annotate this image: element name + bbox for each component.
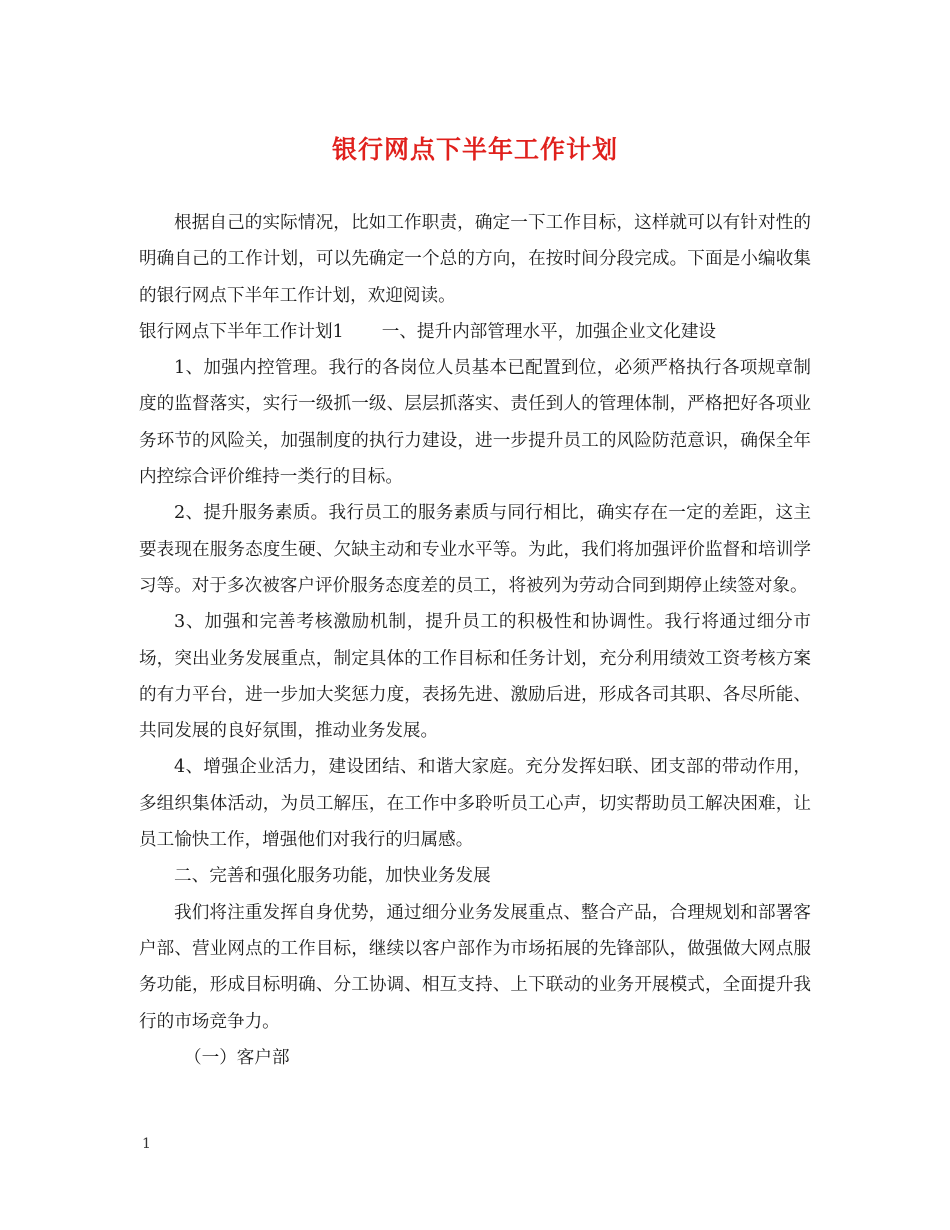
plan-label: 银行网点下半年工作计划1 bbox=[139, 321, 344, 342]
section2-heading: 二、完善和强化服务功能，加快业务发展 bbox=[174, 866, 491, 887]
document-body bbox=[139, 205, 811, 1076]
plan-heading-line bbox=[139, 314, 811, 350]
section2-paragraph: 我们将注重发挥自身优势，通过细分业务发展重点、整合产品，合理规划和部署客户部、营业网点的工作目标，继续以客户部作为市场拓展的先锋部队，做强做大网点服务功能，形成目标明确、分工协调、相互支持、上下联动的业务开展模式，全面提升我行的市场竞争力。 bbox=[139, 902, 811, 1032]
subsection-heading: （一）客户部 bbox=[184, 1047, 290, 1068]
list-item: 1、加强内控管理。我行的各岗位人员基本已配置到位，必须严格执行各项规章制度的监督落实，实行一级抓一级、层层抓落实、责任到人的管理体制，严格把好各项业务环节的风险关，加强制度的执行力建设，进一步提升员工的风险防范意识，确保全年内控综合评价维持一类行的目标。 bbox=[139, 358, 811, 488]
list-item: 4、增强企业活力，建设团结、和谐大家庭。充分发挥妇联、团支部的带动作用，多组织集体活动，为员工解压，在工作中多聆听员工心声，切实帮助员工解决困难，让员工愉快工作，增强他们对我行的归属感。 bbox=[139, 757, 811, 851]
list-item: 3、加强和完善考核激励机制，提升员工的积极性和协调性。我行将通过细分市场，突出业务发展重点，制定具体的工作目标和任务计划，充分利用绩效工资考核方案的有力平台，进一步加大奖惩力度，表扬先进、激励后进，形成各司其职、各尽所能、共同发展的良好氛围，推动业务发展。 bbox=[139, 612, 811, 742]
page-number: 1 bbox=[142, 1136, 151, 1152]
document-title: 银行网点下半年工作计划 bbox=[331, 135, 618, 164]
list-item: 2、提升服务素质。我行员工的服务素质与同行相比，确实存在一定的差距，这主要表现在服务态度生硬、欠缺主动和专业水平等。为此，我们将加强评价监督和培训学习等。对于多次被客户评价服务态度差的员工，将被列为劳动合同到期停止续签对象。 bbox=[139, 503, 811, 596]
intro-paragraph: 根据自己的实际情况，比如工作职责，确定一下工作目标，这样就可以有针对性的明确自己的工作计划，可以先确定一个总的方向，在按时间分段完成。下面是小编收集的银行网点下半年工作计划，欢迎阅读。 bbox=[139, 213, 811, 306]
section1-heading: 一、提升内部管理水平，加强企业文化建设 bbox=[381, 321, 717, 342]
